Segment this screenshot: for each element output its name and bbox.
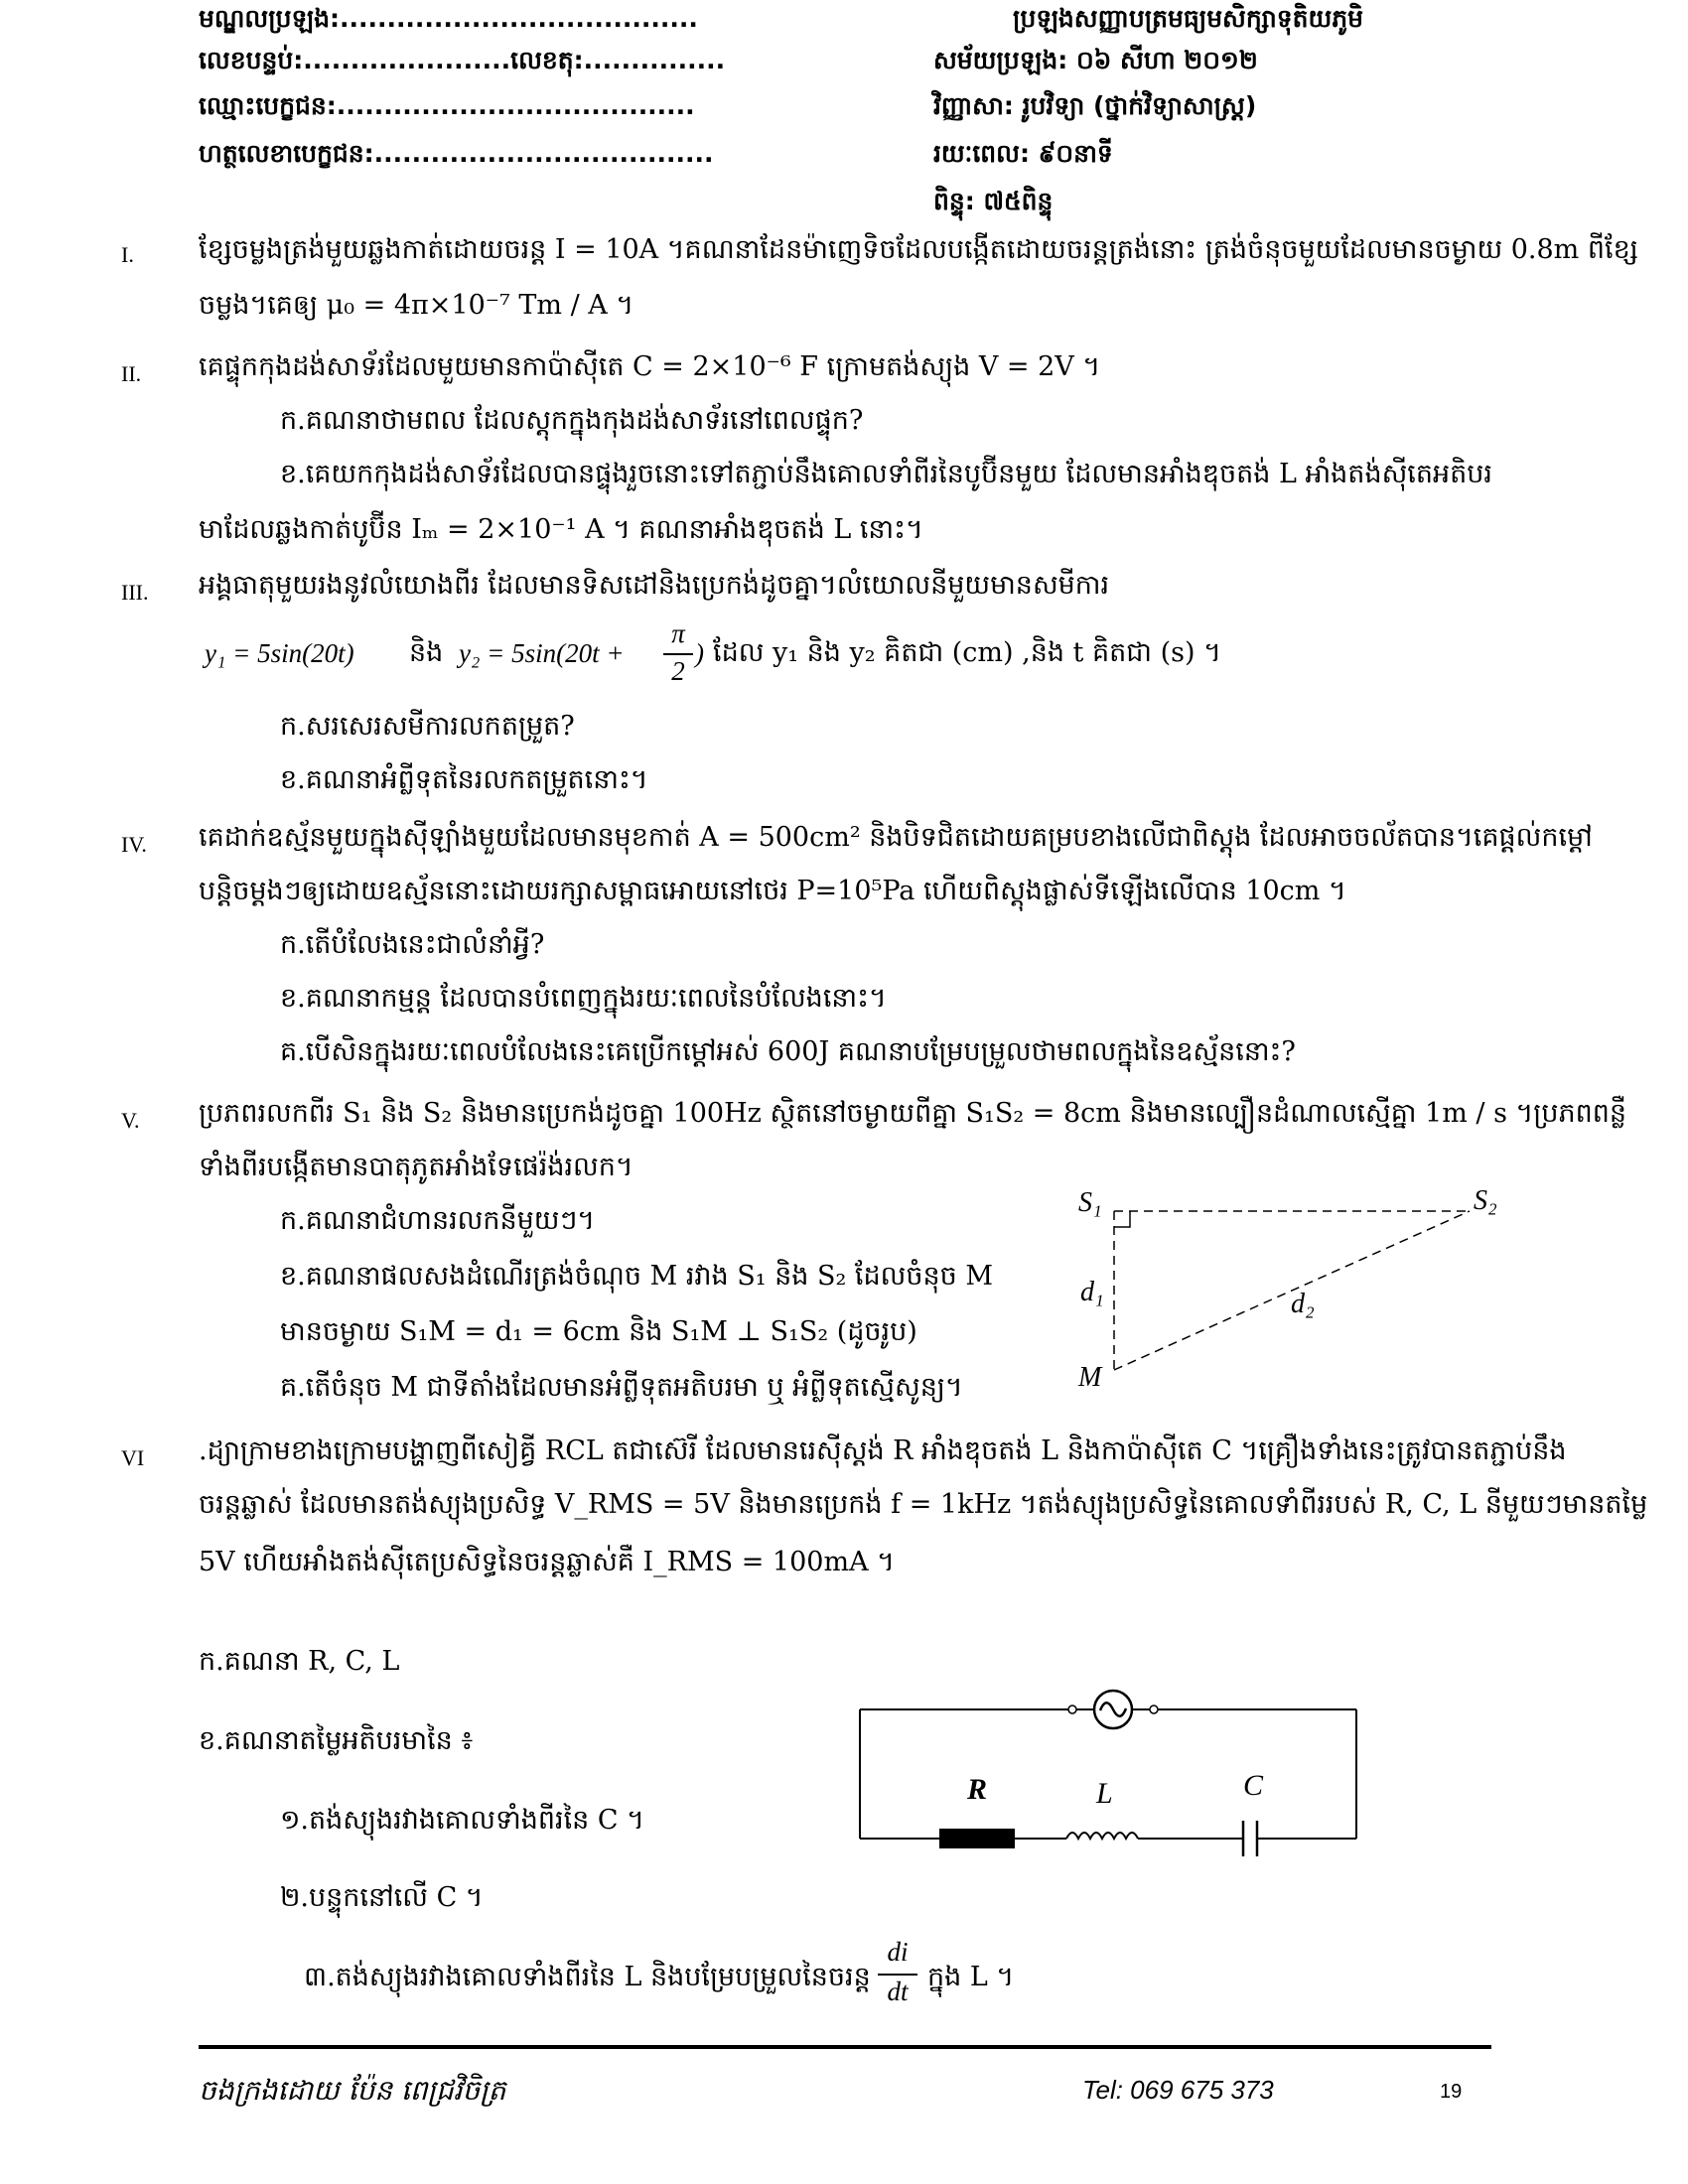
fraction-numerator: π [671, 618, 685, 648]
equation-and: និង [409, 637, 444, 668]
exam-title: ប្រឡងសញ្ញាបត្រមធ្យមសិក្សាទុតិយភូមិ [1013, 4, 1364, 33]
footer-rule [199, 2045, 1491, 2049]
question-4-part-b: ខ.គណនាកម្មន្ត ដែលបានបំពេញក្នុងរយៈពេលនៃបំលែងនោះ។ [280, 983, 887, 1014]
question-number: IV. [121, 832, 147, 857]
question-6-text: ចរន្តឆ្លាស់ ដែលមានតង់ស្យុងប្រសិទ្ធ V_RMS = 5V និងមានប្រេកង់ f = 1kHz ។តង់ស្យុងប្រសិទ្ធនៃគោលទាំពីររបស់ R, C, L នីមួយៗមានតម្លៃ [199, 1489, 1648, 1520]
terminal-icon [1068, 1706, 1076, 1713]
question-6-text: 5V ហើយអាំងតង់ស៊ីតេប្រសិទ្ធនៃចរន្តឆ្លាស់គឺ I_RMS = 100mA ។ [199, 1547, 895, 1577]
fraction-denominator: 2 [671, 656, 685, 686]
inductor-coil-icon [1066, 1833, 1138, 1839]
label-r: R [967, 1773, 988, 1806]
room-seat-field: លេខបន្ទប់:......................លេខតុ:............... [199, 46, 726, 74]
question-6-part-a: ក.គណនា R, C, L [199, 1646, 400, 1677]
exam-duration: រយៈពេល: ៩០នាទី [933, 139, 1113, 168]
question-3-text: អង្គធាតុមួយរងនូវលំយោងពីរ ដែលមានទិសដៅនិងប្រេកង់ដូចគ្នា។លំយោលនីមួយមានសមីការ [199, 570, 1110, 601]
question-6-part-b1: ១.តង់ស្យុងរវាងគោលទាំងពីរនៃ C ។ [280, 1805, 644, 1836]
question-3-part-b: ខ.គណនាអំព្លីទុតនៃរលកតម្រួតនោះ។ [280, 764, 648, 795]
equation-y2: y₂ = 5sin(20t + [459, 638, 625, 668]
fraction-numerator: di [887, 1937, 909, 1967]
rcl-circuit-diagram [854, 1678, 1370, 1866]
exam-center-field: មណ្ឌលប្រឡង:...................................... [199, 4, 698, 33]
question-5-part-b: មានចម្ងាយ S₁M = d₁ = 6cm និង S₁M ⊥ S₁S₂ (ដូចរូប) [280, 1316, 917, 1347]
label-m: M [1078, 1362, 1102, 1393]
exam-subject: វិញ្ញាសា: រូបវិទ្យា (ថ្នាក់វិទ្យាសាស្ត្រ) [933, 91, 1257, 120]
question-5-part-a: ក.គណនាជំហានរលកនីមួយៗ។ [280, 1205, 596, 1236]
label-s2: S₂ [1474, 1185, 1497, 1216]
question-4-text: គេដាក់ឧស្ម័នមួយក្នុងស៊ីឡាំងមួយដែលមានមុខកាត់ A = 500cm² និងបិទជិតដោយគម្របខាងលើជាពិស្តុង ដែលអាចចល័តបាន។គេផ្តល់កម្តៅ [199, 822, 1593, 853]
label-c: C [1243, 1769, 1264, 1802]
question-5-part-c: គ.តើចំនុច M ជាទីតាំងដែលមានអំព្លីទុតអតិបរមា ឬ អំព្លីទុតស្មើសូន្យ។ [280, 1372, 963, 1403]
question-5-text: ប្រភពរលកពីរ S₁ និង S₂ និងមានប្រេកង់ដូចគ្នា 100Hz ស្ថិតនៅចម្ងាយពីគ្នា S₁S₂ = 8cm និងមានល្បឿនដំណាលស្មើគ្នា 1m / s ។ប្រភពពន្លឺ [199, 1098, 1627, 1129]
question-number: V. [121, 1108, 140, 1133]
question-4-part-c: គ.បើសិនក្នុងរយៈពេលបំលែងនេះគេប្រើកម្តៅអស់ 600J គណនាបម្រែបម្រួលថាមពលក្នុងនៃឧស្ម័ននោះ? [280, 1036, 1296, 1067]
question-5-part-b: ខ.គណនាផលសងដំណើរត្រង់ចំណុច M រវាង S₁ និង S₂ ដែលចំនុច M [280, 1261, 993, 1292]
exam-session: សម័យប្រឡង: ០៦ សីហា ២០១២ [933, 46, 1258, 74]
question-2-part-a: ក.គណនាថាមពល ដែលស្តុកក្នុងកុងដង់សាទ័រនៅពេលផ្ទុក? [280, 405, 864, 436]
fraction-denominator: dt [887, 1977, 909, 2006]
equation-units: ដែល y₁ និង y₂ គិតជា (cm) ,និង t គិតជា (s) ។ [713, 637, 1221, 668]
candidate-name-field: ឈ្មោះបេក្ខជន:...................................... [199, 91, 695, 120]
label-d2: d₂ [1291, 1289, 1315, 1319]
question-2-part-b: មាដែលឆ្លងកាត់បូប៊ីន Iₘ = 2×10⁻¹ A ។ គណនាអាំងឌុចតង់ L នោះ។ [199, 514, 923, 545]
equation-y1: y₁ = 5sin(20t) [205, 638, 354, 668]
question-1-text: ខ្សែចម្លងត្រង់មួយឆ្លងកាត់ដោយចរន្ត I = 10A ។គណនាដែនម៉ាញេទិចដែលបង្កើតដោយចរន្តត្រង់នោះ ត្រង់ចំនុចមួយដែលមានចម្ងាយ 0.8m ពីខ្សែ [199, 234, 1638, 265]
question-number: III. [121, 580, 149, 605]
question-3-part-a: ក.សរសេរសមីការលកតម្រួត? [280, 711, 575, 742]
question-6-part-b2: ២.បន្ទុកនៅលើ C ។ [280, 1882, 484, 1913]
candidate-signature-field: ហត្ថលេខាបេក្ខជន:.................................... [199, 139, 714, 168]
resistor-icon [939, 1829, 1015, 1848]
question-number: II. [121, 361, 142, 386]
question-2-text: គេផ្ទុកកុងដង់សាទ័រដែលមួយមានកាប៉ាស៊ីតេ C = 2×10⁻⁶ F ក្រោមតង់ស្យុង V = 2V ។ [199, 351, 1101, 382]
footer-phone: Tel: 069 675 373 [1082, 2075, 1274, 2105]
question-6-part-b3-tail: ក្នុង L ។ [927, 1962, 1015, 1992]
question-2-part-b: ខ.គេយកកុងដង់សាទ័រដែលបានផ្ទុងរួចនោះទៅតភ្ជាប់នឹងគោលទាំពីរនៃបូប៊ីនមួយ ដែលមានអាំងឌុចតង់ L អាំងតង់ស៊ីតេអតិបរ [280, 459, 1492, 489]
exam-score: ពិន្ទុ: ៧៥ពិន្ទុ [933, 187, 1054, 215]
page-number: 19 [1440, 2081, 1463, 2103]
label-l: L [1096, 1777, 1113, 1810]
question-6-part-b3-text: ៣.តង់ស្យុងរវាងគោលទាំងពីរនៃ L និងបម្រែបម្រួលនៃចរន្ត [304, 1962, 871, 1992]
label-s1: S₁ [1078, 1187, 1102, 1218]
question-4-part-a: ក.តើបំលែងនេះជាលំនាំអ្វី? [280, 929, 545, 960]
question-number: VI [121, 1445, 145, 1470]
question-5-text: ទាំងពីរបង្កើតមានបាតុភូតអាំងទែផេរ៉ង់រលក។ [199, 1152, 633, 1182]
question-6-part-b: ខ.គណនាតម្លៃអតិបរមានៃ ៖ [199, 1725, 474, 1756]
question-number: I. [121, 242, 134, 267]
question-4-text: បន្តិចម្តងៗឲ្យដោយឧស្ម័ននោះដោយរក្សាសម្ពាធអោយនៅថេរ P=10⁵Pa ហើយពិស្តុងផ្លាស់ទីឡើងលើបាន 10cm ។ [199, 876, 1346, 906]
wave-sources-figure [1072, 1181, 1519, 1400]
terminal-icon [1150, 1706, 1158, 1713]
right-angle-icon [1114, 1211, 1130, 1227]
question-6-text: .ដ្យាក្រាមខាងក្រោមបង្ហាញពីសៀគ្វី RCL តជាស៊េរី ដែលមានរេស៊ីស្តង់ R អាំងឌុចតង់ L និងកាប៉ាស៊ីតេ C ។គ្រឿងទាំងនេះត្រូវបានតភ្ជាប់នឹង [199, 1435, 1567, 1466]
equation-close: ) [695, 638, 704, 668]
question-1-text: ចម្លង។គេឲ្យ μ₀ = 4π×10⁻⁷ Tm / A ។ [199, 290, 634, 321]
footer-author: ចងក្រងដោយ ប៉ែន ពេជ្រវិចិត្រ [199, 2074, 506, 2107]
label-d1: d₁ [1080, 1277, 1104, 1307]
